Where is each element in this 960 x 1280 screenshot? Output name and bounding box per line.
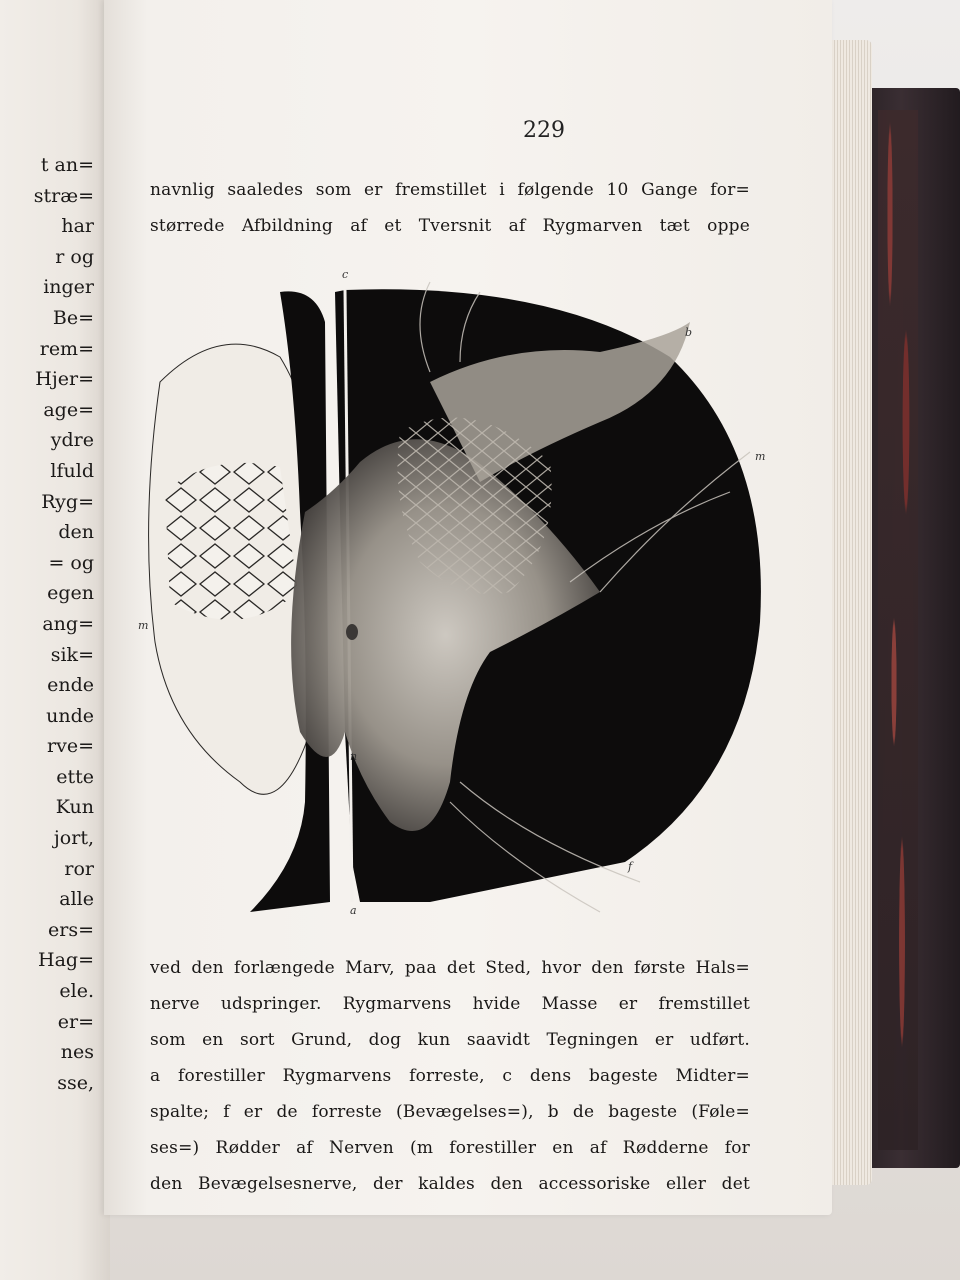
left-page-line: ang= bbox=[42, 612, 94, 635]
left-page-line: ror bbox=[64, 857, 94, 880]
bottom-paragraph bbox=[150, 950, 750, 1202]
left-page-line: age= bbox=[43, 398, 94, 421]
left-page bbox=[0, 0, 110, 1280]
left-page-line: har bbox=[61, 215, 94, 238]
left-page-text bbox=[0, 150, 100, 1098]
text-line: navnlig saaledes som er fremstillet i følgende 10 Gange for= bbox=[150, 180, 750, 200]
figure-label-f: f bbox=[628, 860, 633, 873]
left-page-line: ydre bbox=[50, 429, 94, 452]
left-page-line: alle bbox=[59, 888, 94, 911]
left-page-line: inger bbox=[43, 276, 94, 299]
text-line: nerve udspringer. Rygmarvens hvide Masse er fremstillet bbox=[150, 994, 750, 1014]
left-page-line: lfuld bbox=[50, 459, 94, 482]
figure-engraving bbox=[130, 262, 770, 922]
left-page-line: egen bbox=[47, 582, 94, 605]
left-page-line: Be= bbox=[52, 306, 94, 329]
left-page-line: rem= bbox=[39, 337, 94, 360]
marbled-endpaper bbox=[878, 110, 918, 1150]
left-page-line: Hjer= bbox=[35, 368, 94, 391]
text-line: størrede Afbildning af et Tversnit af Rygmarven tæt oppe bbox=[150, 216, 750, 236]
left-page-line: ers= bbox=[48, 918, 94, 941]
left-page-line: ele. bbox=[59, 980, 94, 1003]
figure-label-m-left: m bbox=[138, 619, 149, 632]
figure-label-c: c bbox=[342, 268, 349, 281]
left-page-line: ende bbox=[47, 674, 94, 697]
left-page-line: ette bbox=[56, 765, 94, 788]
left-page-line: Kun bbox=[55, 796, 94, 819]
figure-label-a: a bbox=[350, 904, 357, 917]
left-page-line: den bbox=[58, 521, 94, 544]
left-page-line: Hag= bbox=[38, 949, 94, 972]
left-page-line: Ryg= bbox=[41, 490, 94, 513]
left-page-line: sik= bbox=[50, 643, 94, 666]
left-page-line: jort, bbox=[53, 827, 94, 850]
left-page-line: = og bbox=[48, 551, 94, 574]
left-page-line: nes bbox=[60, 1041, 94, 1064]
left-page-line: unde bbox=[46, 704, 94, 727]
text-line: som en sort Grund, dog kun saavidt Tegningen er udført. bbox=[150, 1030, 750, 1050]
left-page-line: er= bbox=[57, 1010, 94, 1033]
figure-label-m-right: m bbox=[755, 450, 766, 463]
left-page-line: stræ= bbox=[33, 184, 94, 207]
text-line: spalte; f er de forreste (Bevægelses=), b de bageste (Føle= bbox=[150, 1102, 750, 1122]
figure-label-n: n bbox=[350, 750, 358, 763]
page-number: 229 bbox=[523, 118, 565, 143]
figure-label-b: b bbox=[685, 326, 693, 339]
text-line: den Bevægelsesnerve, der kaldes den accessoriske eller det bbox=[150, 1174, 750, 1194]
text-line: a forestiller Rygmarvens forreste, c dens bageste Midter= bbox=[150, 1066, 750, 1086]
left-page-line: t an= bbox=[40, 154, 94, 176]
spinal-cord-cross-section-figure bbox=[130, 262, 770, 922]
left-page-line: r og bbox=[55, 245, 94, 268]
text-line: ved den forlængede Marv, paa det Sted, hvor den første Hals= bbox=[150, 958, 750, 978]
left-page-line: sse, bbox=[57, 1071, 94, 1094]
text-line: ses=) Rødder af Nerven (m forestiller en af Rødderne for bbox=[150, 1138, 750, 1158]
left-page-line: rve= bbox=[47, 735, 94, 758]
top-paragraph bbox=[150, 172, 750, 244]
